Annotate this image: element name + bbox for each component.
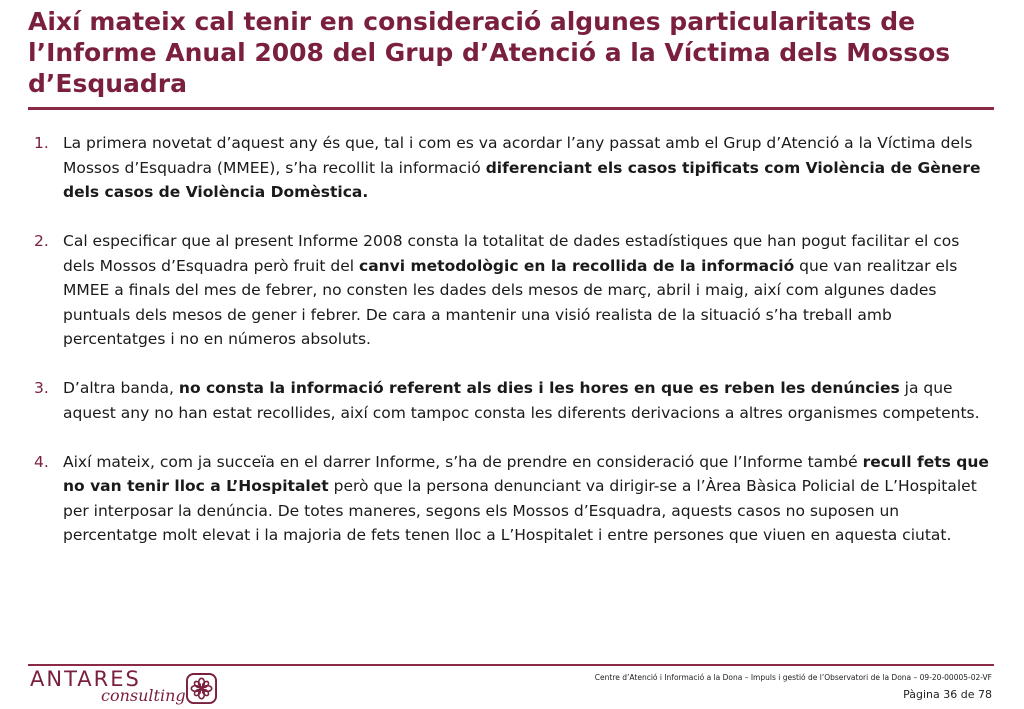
list-item-number: 4.	[34, 452, 49, 471]
list-item-text	[63, 450, 989, 548]
text-run: però que la persona denunciant va dirigir-se a l’Àrea Bàsica Policial de L’Hospitalet per interposar la denúncia. De totes maneres, segons els Mossos d’Esquadra, aquests casos no suposen un percentatge molt elevat i la majoria de fets tenen lloc a L’Hospitalet i entre persones que viuen en aquesta ciutat.	[63, 477, 977, 544]
bold-text-run: recull fets que no van tenir lloc a L’Hospitalet	[63, 452, 989, 495]
list-item-text	[63, 229, 989, 352]
company-logo-wordmark: ANTARES	[30, 667, 141, 691]
text-run: La primera novetat d’aquest any és que, tal i com es va acordar l’any passat amb el Grup d’Atenció a la Víctima dels Mossos d’Esquadra (MMEE), s’ha recollit la informació	[63, 134, 973, 177]
list-item-number: 2.	[34, 232, 49, 250]
page-number: Pàgina 36 de 78	[903, 688, 992, 701]
bold-text-run: canvi metodològic en la recollida de la informació	[359, 256, 795, 275]
list-item-text	[63, 131, 989, 205]
numbered-list	[34, 131, 989, 572]
text-run: ja que aquest any no han estat recollides, així com tampoc consta les diferents derivacions a altres organismes competents.	[63, 379, 980, 422]
list-item	[34, 131, 989, 205]
list-item-number: 1.	[34, 134, 49, 152]
text-run: D’altra banda,	[63, 379, 179, 397]
text-run: Cal especificar que al present Informe 2008 consta la totalitat de dades estadístiques que han pogut facilitar el cos dels Mossos d’Esquadra però fruit del	[63, 232, 960, 275]
flower-emblem-icon	[186, 673, 217, 704]
bold-text-run: no consta la informació referent als dies i les hores en que es reben les denúncies	[178, 379, 900, 397]
page-title: Així mateix cal tenir en consideració algunes particularitats de l’Informe Anual 2008 del Grup d’Atenció a la Víctima dels Mossos d’Esquadra	[28, 7, 951, 98]
company-logo-subtitle: consulting	[101, 686, 186, 705]
text-run: que van realitzar els MMEE a finals del mes de febrer, no consten les dades dels mesos de març, abril i maig, així com algunes dades puntuals dels mesos de gener i febrer. De cara a mantenir una visió realista de la situació s’ha treball amb percentatges i no en números absoluts.	[63, 256, 958, 348]
footer-divider	[28, 664, 994, 666]
list-item	[34, 229, 989, 352]
text-run: Així mateix, com ja succeïa en el darrer Informe, s’ha de prendre en consideració que l’Informe també	[63, 452, 863, 471]
title-divider	[28, 107, 994, 110]
list-item	[34, 376, 989, 425]
list-item-text	[63, 376, 989, 425]
list-item	[34, 450, 989, 548]
list-item-number: 3.	[34, 379, 49, 397]
footer-document-info: Centre d’Atenció i Informació a la Dona – Impuls i gestió de l’Observatori de la Dona – 09-20-00005-02-VF	[594, 673, 992, 682]
bold-text-run: diferenciant els casos tipificats com Violència de Gènere dels casos de Violència Domèstica.	[63, 158, 981, 201]
